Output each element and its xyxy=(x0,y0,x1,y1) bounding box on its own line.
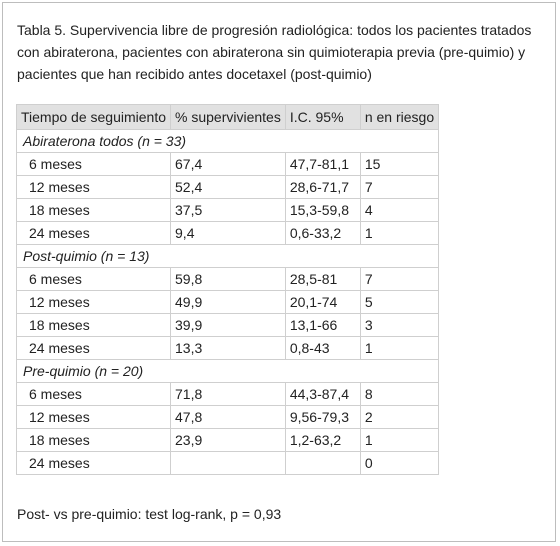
cell-supervivientes: 23,9 xyxy=(171,429,286,452)
cell-n-riesgo: 4 xyxy=(360,199,438,222)
cell-n-riesgo: 1 xyxy=(360,222,438,245)
header-n-riesgo: n en riesgo xyxy=(360,105,438,130)
table-row xyxy=(17,429,439,452)
cell-tiempo: 24 meses xyxy=(17,452,171,475)
group-title: Pre-quimio (n = 20) xyxy=(17,360,439,383)
cell-tiempo: 18 meses xyxy=(17,199,171,222)
header-ic: I.C. 95% xyxy=(285,105,360,130)
table-row xyxy=(17,268,439,291)
table-row xyxy=(17,383,439,406)
table-row xyxy=(17,176,439,199)
header-row xyxy=(17,105,439,130)
cell-n-riesgo: 1 xyxy=(360,429,438,452)
group-row xyxy=(17,245,439,268)
group-row xyxy=(17,130,439,153)
cell-ic: 44,3-87,4 xyxy=(285,383,360,406)
cell-n-riesgo: 7 xyxy=(360,268,438,291)
cell-tiempo: 24 meses xyxy=(17,222,171,245)
header-tiempo: Tiempo de seguimiento xyxy=(17,105,171,130)
cell-supervivientes: 49,9 xyxy=(171,291,286,314)
group-title: Abiraterona todos (n = 33) xyxy=(17,130,439,153)
cell-n-riesgo: 0 xyxy=(360,452,438,475)
table-caption: Tabla 5. Supervivencia libre de progresión radiológica: todos los pacientes tratados con abiraterona, pacientes con abiraterona sin quimioterapia previa (pre-quimio) y pacientes que han recibido antes docetaxel (post-quimio) xyxy=(17,22,532,82)
survival-table xyxy=(16,104,439,475)
cell-ic: 13,1-66 xyxy=(285,314,360,337)
cell-supervivientes xyxy=(171,452,286,475)
cell-n-riesgo: 2 xyxy=(360,406,438,429)
cell-ic: 20,1-74 xyxy=(285,291,360,314)
cell-n-riesgo: 5 xyxy=(360,291,438,314)
cell-ic: 47,7-81,1 xyxy=(285,153,360,176)
cell-ic: 15,3-59,8 xyxy=(285,199,360,222)
cell-ic: 28,5-81 xyxy=(285,268,360,291)
table-body xyxy=(17,130,439,475)
cell-supervivientes: 47,8 xyxy=(171,406,286,429)
table-row xyxy=(17,153,439,176)
cell-tiempo: 12 meses xyxy=(17,291,171,314)
group-title: Post-quimio (n = 13) xyxy=(17,245,439,268)
cell-n-riesgo: 15 xyxy=(360,153,438,176)
cell-tiempo: 6 meses xyxy=(17,268,171,291)
cell-tiempo: 12 meses xyxy=(17,176,171,199)
cell-supervivientes: 67,4 xyxy=(171,153,286,176)
cell-supervivientes: 71,8 xyxy=(171,383,286,406)
cell-n-riesgo: 8 xyxy=(360,383,438,406)
table-row xyxy=(17,291,439,314)
cell-tiempo: 18 meses xyxy=(17,429,171,452)
cell-tiempo: 6 meses xyxy=(17,383,171,406)
cell-ic: 0,8-43 xyxy=(285,337,360,360)
group-row xyxy=(17,360,439,383)
cell-ic: 1,2-63,2 xyxy=(285,429,360,452)
cell-tiempo: 18 meses xyxy=(17,314,171,337)
cell-ic: 28,6-71,7 xyxy=(285,176,360,199)
cell-supervivientes: 13,3 xyxy=(171,337,286,360)
cell-ic xyxy=(285,452,360,475)
cell-supervivientes: 59,8 xyxy=(171,268,286,291)
cell-supervivientes: 52,4 xyxy=(171,176,286,199)
table-row xyxy=(17,222,439,245)
cell-tiempo: 12 meses xyxy=(17,406,171,429)
header-supervivientes: % supervivientes xyxy=(171,105,286,130)
cell-n-riesgo: 1 xyxy=(360,337,438,360)
cell-ic: 9,56-79,3 xyxy=(285,406,360,429)
cell-ic: 0,6-33,2 xyxy=(285,222,360,245)
cell-n-riesgo: 3 xyxy=(360,314,438,337)
table-row xyxy=(17,337,439,360)
cell-supervivientes: 9,4 xyxy=(171,222,286,245)
cell-tiempo: 24 meses xyxy=(17,337,171,360)
table-row xyxy=(17,199,439,222)
table-row xyxy=(17,452,439,475)
cell-supervivientes: 39,9 xyxy=(171,314,286,337)
footnote: Post- vs pre-quimio: test log-rank, p = 0,93 xyxy=(17,506,282,522)
table-row xyxy=(17,314,439,337)
cell-tiempo: 6 meses xyxy=(17,153,171,176)
table-row xyxy=(17,406,439,429)
cell-supervivientes: 37,5 xyxy=(171,199,286,222)
cell-n-riesgo: 7 xyxy=(360,176,438,199)
